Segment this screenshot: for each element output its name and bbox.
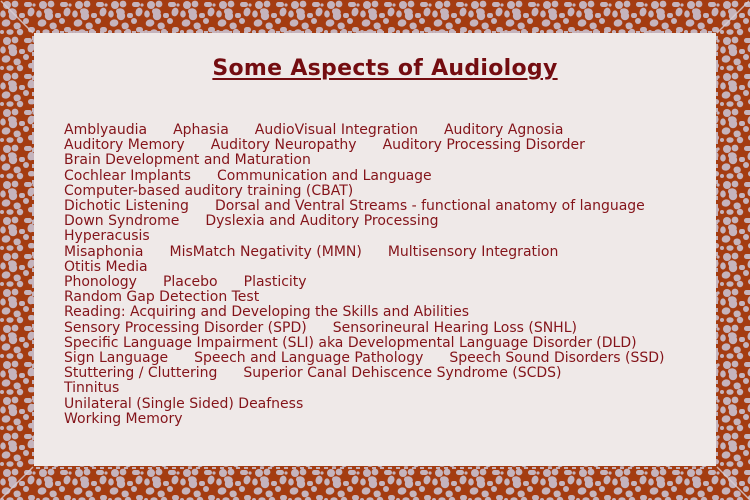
topics-list [64, 123, 706, 427]
topic-link[interactable]: Sensory Processing Disorder (SPD) [64, 320, 307, 336]
topic-link[interactable]: Phonology [64, 275, 137, 291]
topic-link[interactable]: Down Syndrome [64, 214, 180, 230]
topic-link[interactable]: Misaphonia [64, 244, 144, 260]
topic-link[interactable]: Stuttering / Cluttering [64, 366, 218, 382]
topic-link[interactable]: Dyslexia and Auditory Processing [205, 214, 439, 230]
topic-link[interactable]: AudioVisual Integration [254, 123, 418, 138]
topic-line [64, 381, 706, 396]
topic-line [64, 229, 706, 244]
topic-link[interactable]: Auditory Memory [64, 138, 185, 154]
topic-link[interactable]: Plasticity [243, 275, 307, 291]
topic-link[interactable]: Unilateral (Single Sided) Deafness [64, 396, 304, 412]
topic-link[interactable]: Computer-based auditory training (CBAT) [64, 183, 354, 199]
topic-line [64, 321, 706, 336]
topic-line [64, 184, 706, 199]
topic-line [64, 275, 706, 290]
topic-line [64, 199, 706, 214]
topic-link[interactable]: Dorsal and Ventral Streams - functional anatomy of language [214, 199, 645, 215]
topic-link[interactable]: Brain Development and Maturation [64, 153, 311, 169]
topic-link[interactable]: Placebo [162, 275, 218, 291]
topic-link[interactable]: Auditory Agnosia [443, 123, 564, 138]
topic-link[interactable]: Random Gap Detection Test [64, 290, 260, 306]
topic-link[interactable]: Speech and Language Pathology [194, 351, 424, 367]
topic-link[interactable]: Hyperacusis [64, 229, 150, 245]
topic-line [64, 366, 706, 381]
topic-line [64, 138, 706, 153]
topic-line [64, 169, 706, 184]
topic-link[interactable]: Communication and Language [216, 168, 432, 184]
topic-line [64, 397, 706, 412]
topic-link[interactable]: Auditory Processing Disorder [382, 138, 585, 154]
topic-link[interactable]: Amblyaudia [64, 123, 148, 138]
topic-line [64, 351, 706, 366]
page-title: Some Aspects of Audiology [212, 56, 558, 81]
topic-link[interactable]: Cochlear Implants [64, 168, 191, 184]
topic-line [64, 214, 706, 229]
topic-link[interactable]: Multisensory Integration [387, 244, 559, 260]
topic-link[interactable]: Aphasia [173, 123, 229, 138]
topic-link[interactable]: Otitis Media [64, 259, 148, 275]
topic-line [64, 123, 706, 138]
topic-link[interactable]: Dichotic Listening [64, 199, 189, 215]
topic-link[interactable]: Tinnitus [64, 381, 120, 397]
topic-link[interactable]: Speech Sound Disorders (SSD) [449, 351, 665, 367]
topic-line [64, 260, 706, 275]
content-panel [34, 33, 716, 466]
topic-line [64, 245, 706, 260]
topic-line [64, 336, 706, 351]
topic-link[interactable]: Superior Canal Dehiscence Syndrome (SCDS) [243, 366, 562, 382]
topic-link[interactable]: Sign Language [64, 351, 169, 367]
topic-link[interactable]: Working Memory [64, 411, 183, 427]
topic-link[interactable]: Sensorineural Hearing Loss (SNHL) [332, 320, 577, 336]
topic-link[interactable]: Reading: Acquiring and Developing the Skills and Abilities [64, 305, 470, 321]
topic-link[interactable]: Auditory Neuropathy [210, 138, 357, 154]
topic-link[interactable]: Specific Language Impairment (SLI) aka Developmental Language Disorder (DLD) [64, 335, 637, 351]
topic-line [64, 305, 706, 320]
topic-line [64, 153, 706, 168]
topic-line [64, 412, 706, 427]
topic-line [64, 290, 706, 305]
topic-link[interactable]: MisMatch Negativity (MMN) [169, 244, 362, 260]
